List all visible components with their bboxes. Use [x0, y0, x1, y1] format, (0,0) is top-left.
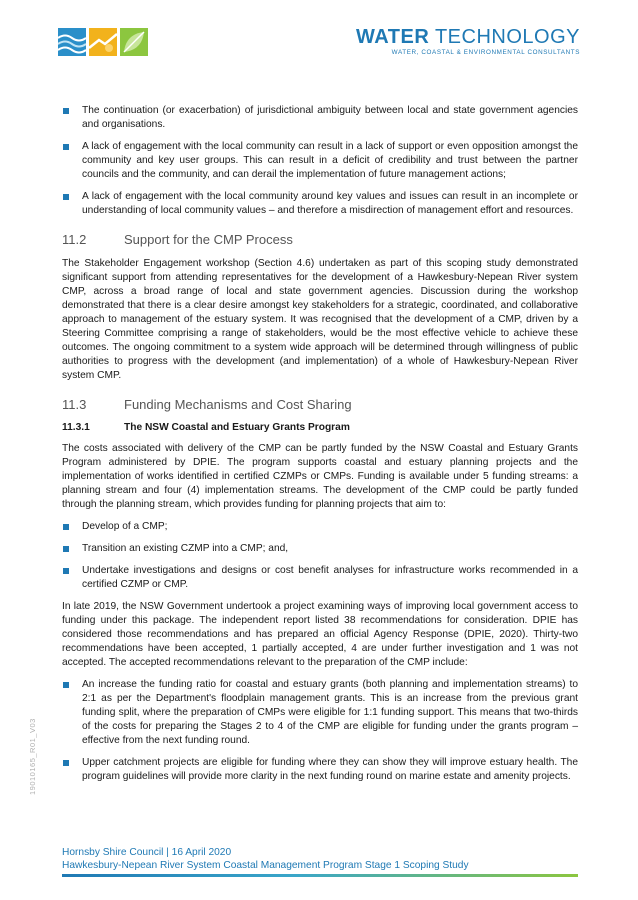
sun-tile-icon [89, 28, 117, 56]
list-item [62, 104, 578, 132]
bullet-text: A lack of engagement with the local community around key values and issues can result in an incomplete or understanding of local community values – and therefore a misdirection of management effort and resources. [82, 191, 578, 216]
section-heading-11-3 [62, 397, 578, 412]
planning-stream-bullet-list [62, 520, 578, 592]
brand-name-light: TECHNOLOGY [434, 26, 580, 48]
accepted-recommendations-list [62, 678, 578, 784]
document-reference-code: 19010165_R01_V03 [28, 718, 37, 795]
page-footer [62, 846, 469, 872]
bullet-square-icon [63, 760, 69, 766]
page-content [62, 104, 578, 792]
bullet-text: Transition an existing CZMP into a CMP; and, [82, 543, 289, 554]
brand-block [356, 26, 580, 56]
subsection-number: 11.3.1 [62, 422, 90, 433]
list-item [62, 140, 578, 182]
brand-name-bold: WATER [356, 26, 430, 48]
bullet-text: An increase the funding ratio for coastal and estuary grants (both planning and implementation streams) to 2:1 as per the Department's floodplain management grants. This is an increase from the previous grant funding split, where the preparation of CMPs were eligible for 1:1 funding support. This means that two-thirds of the costs for preparing the Stages 2 to 4 of the CMP are eligible for funding under the grants program – effective from the next funding round. [82, 679, 578, 746]
bullet-text: The continuation (or exacerbation) of jurisdictional ambiguity between local and state government agencies and organisations. [82, 105, 578, 130]
section-title: Support for the CMP Process [124, 232, 293, 247]
bullet-square-icon [63, 546, 69, 552]
leaf-tile-icon [120, 28, 148, 56]
list-item [62, 520, 578, 534]
footer-divider [62, 874, 578, 877]
bullet-text: Undertake investigations and designs or cost benefit analyses for infrastructure works recommended in a certified CZMP or CMP. [82, 565, 578, 590]
section-title: Funding Mechanisms and Cost Sharing [124, 397, 352, 412]
bullet-square-icon [63, 108, 69, 114]
list-item [62, 678, 578, 748]
brand-tagline: WATER, COASTAL & ENVIRONMENTAL CONSULTANTS [391, 49, 580, 56]
bullet-square-icon [63, 682, 69, 688]
bullet-square-icon [63, 568, 69, 574]
bullet-text: A lack of engagement with the local community can result in a lack of support or even opposition amongst the community and key user groups. This can result in a deficit of credibility and trust between the partner councils and the community, and can derail the implementation of future management actions; [82, 141, 578, 180]
bullet-square-icon [63, 144, 69, 150]
section-number: 11.2 [62, 232, 87, 247]
intro-bullet-list [62, 104, 578, 218]
list-item [62, 564, 578, 592]
list-item [62, 542, 578, 556]
bullet-text: Upper catchment projects are eligible for funding where they can show they will improve estuary health. The program guidelines will provide more clarity in the next funding round on marine estate and amenity projects. [82, 757, 578, 782]
grants-paragraph-1: The costs associated with delivery of the CMP can be partly funded by the NSW Coastal and Estuary Grants Program administered by DPIE. The program supports coastal and estuary planning projects and the implementation of works identified in certified CZMPs or CMPs. Funding is available under 5 funding streams: a planning stream and four (4) implementation streams. The development of the CMP could be partly funded through the planning stream, which provides funding for planning projects that aim to: [62, 443, 578, 510]
brand-name [356, 26, 580, 48]
bullet-square-icon [63, 524, 69, 530]
footer-document-title: Hawkesbury-Nepean River System Coastal Management Program Stage 1 Scoping Study [62, 860, 469, 871]
section-number: 11.3 [62, 397, 87, 412]
list-item [62, 756, 578, 784]
wave-tile-icon [58, 28, 86, 56]
bullet-text: Develop of a CMP; [82, 521, 168, 532]
footer-client-date: Hornsby Shire Council | 16 April 2020 [62, 847, 232, 858]
section-11-2-paragraph: The Stakeholder Engagement workshop (Section 4.6) undertaken as part of this scoping study demonstrated significant support from attending representatives for the development of a Hawkesbury-Nepean River system CMP, across a broad range of local and state government agencies. Discussion during the workshop demonstrated that there is a clear desire amongst key stakeholders for a strategic, coordinated, and collaborative approach to management of the estuary system. It was recognised that the development of a CMP, driven by a Steering Committee comprising a range of stakeholders, would be the most effective vehicle to achieve these outcomes. The ongoing commitment to a system wide approach will be determined through willingness of public authorities to progress with the development (and implementation) of a whole of Hawkesbury-Nepean River system CMP. [62, 258, 578, 381]
grants-paragraph-2: In late 2019, the NSW Government undertook a project examining ways of improving local government access to funding under this package. The independent report listed 38 recommendations for consideration. DPIE has considered those recommendations and has prepared an official Agency Response (DPIE, 2020). Thirty-two recommendations have been accepted, 1 partially accepted, 4 are under further investigation and 1 was not accepted. The accepted recommendations relevant to the preparation of the CMP include: [62, 601, 578, 668]
bullet-square-icon [63, 194, 69, 200]
company-logo [58, 28, 150, 56]
section-heading-11-2 [62, 232, 578, 247]
subsection-heading-11-3-1 [62, 422, 578, 433]
subsection-title: The NSW Coastal and Estuary Grants Program [124, 422, 350, 433]
list-item [62, 190, 578, 218]
